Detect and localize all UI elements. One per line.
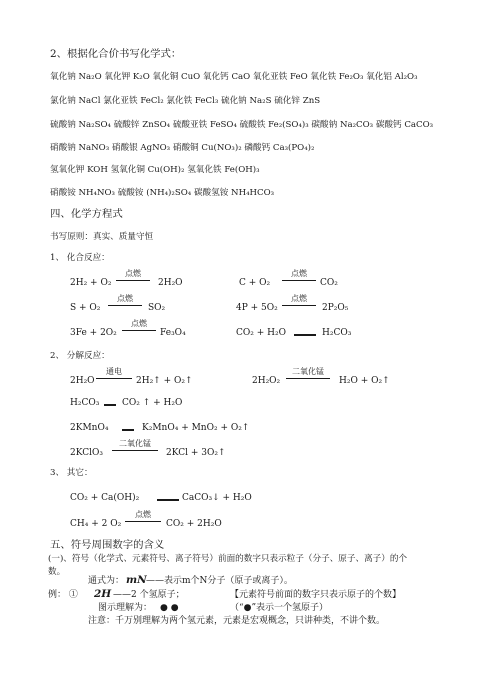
reaction-bar — [282, 305, 316, 306]
eq-co2-product: H₂CO₃ — [322, 328, 352, 338]
general-formula-label: 通式为： — [88, 576, 125, 586]
condition-arrow — [122, 320, 156, 336]
section-5-paragraph-end: 数。 — [48, 567, 66, 577]
eq-p-reactants: 4P + 5O₂ — [236, 303, 278, 313]
ammonium-line: 硝酸铵 NH₄NO₃ 硫酸铵 (NH₄)₂SO₄ 碳酸氢铵 NH₄HCO₃ — [50, 188, 275, 198]
condition-arrow — [108, 295, 142, 311]
section-2-title: 2、根据化合价书写化学式： — [50, 48, 182, 60]
general-formula: mN — [126, 574, 147, 586]
eq-h2co3-reactant: H₂CO₃ — [70, 398, 100, 408]
equals-bar — [122, 429, 134, 431]
condition-arrow — [96, 368, 132, 384]
eq-kclo3-reactant: 2KClO₃ — [70, 448, 103, 458]
condition-label: 点燃 — [135, 510, 151, 519]
condition-arrow — [112, 440, 158, 456]
combination-title: 1、 化合反应： — [50, 253, 110, 263]
condition-arrow — [116, 270, 150, 286]
eq-h2co3-products: CO₂ ↑ + H₂O — [122, 398, 183, 408]
eq-ch4-reactants: CH₄ + 2 O₂ — [70, 519, 122, 529]
condition-arrow — [282, 295, 316, 311]
reaction-bar — [96, 378, 132, 379]
diagram-label: 图示理解为： — [98, 603, 153, 613]
eq-caoh2-reactants: CO₂ + Ca(OH)₂ — [70, 493, 140, 503]
eq-kclo3-products: 2KCl + 3O₂↑ — [166, 448, 226, 458]
condition-label: 点燃 — [131, 319, 147, 328]
condition-label: 二氧化锰 — [292, 367, 324, 376]
eq-h2-product: 2H₂O — [158, 278, 183, 288]
equals-bar — [104, 404, 116, 406]
eq-h2o-reactants: 2H₂O — [70, 376, 95, 386]
example-label: 例： ① — [48, 590, 78, 600]
reaction-bar — [112, 450, 158, 451]
eq-ch4-products: CO₂ + 2H₂O — [166, 519, 222, 529]
writing-principle: 书写原则：真实、质量守恒 — [50, 232, 154, 242]
eq-h2o2-products: H₂O + O₂↑ — [339, 376, 390, 386]
equals-bar — [157, 499, 179, 501]
eq-h2-reactants: 2H₂ + O₂ — [70, 278, 112, 288]
general-formula-description: ——表示m个N分子（原子或离子）。 — [146, 576, 293, 586]
oxides-line: 氧化钠 Na₂O 氧化钾 K₂O 氧化铜 CuO 氧化钙 CaO 氧化亚铁 FeO 氧化铁 Fe₂O₃ 氧化铝 Al₂O₃ — [50, 72, 418, 82]
eq-h2o-products: 2H₂↑ + O₂↑ — [136, 376, 193, 386]
section-5-title: 五、符号周围数字的含义 — [50, 539, 165, 551]
equals-bar — [294, 334, 316, 336]
eq-co2-reactants: CO₂ + H₂O — [236, 328, 286, 338]
section-5-paragraph: (一)、符号（化学式、元素符号、离子符号）前面的数字只表示粒子（分子、原子、离子）的个 — [48, 554, 408, 564]
condition-label: 点燃 — [291, 269, 307, 278]
eq-fe-product: Fe₃O₄ — [160, 328, 186, 338]
eq-fe-reactants: 3Fe + 2O₂ — [70, 328, 117, 338]
example-note: 【元素符号前面的数字只表示原子的个数】 — [230, 590, 402, 600]
eq-s-product: SO₂ — [148, 303, 166, 313]
eq-c-reactants: C + O₂ — [239, 278, 271, 288]
condition-arrow — [286, 368, 330, 384]
sulfates-line: 硫酸钠 Na₂SO₄ 硫酸锌 ZnSO₄ 硫酸亚铁 FeSO₄ 硫酸铁 Fe₂(SO₄)₃ 碳酸钠 Na₂CO₃ 碳酸钙 CaCO₃ — [50, 120, 434, 130]
reaction-bar — [286, 378, 330, 379]
other-title: 3、 其它： — [50, 468, 93, 478]
eq-kmno4-products: K₂MnO₄ + MnO₂ + O₂↑ — [142, 423, 250, 433]
section-4-title: 四、化学方程式 — [50, 208, 123, 220]
condition-arrow — [125, 511, 161, 527]
example-formula: 2H — [94, 588, 112, 600]
decomposition-title: 2、 分解反应： — [50, 351, 110, 361]
hydroxides-line: 氢氧化钾 KOH 氢氧化铜 Cu(OH)₂ 氢氧化铁 Fe(OH)₃ — [50, 165, 260, 175]
reaction-bar — [122, 330, 156, 331]
condition-label: 通电 — [106, 367, 122, 376]
eq-kmno4-reactant: 2KMnO₄ — [70, 423, 109, 433]
reaction-bar — [282, 280, 316, 281]
caution-text: 注意：千万别理解为两个氢元素，元素是宏观概念，只讲种类，不讲个数。 — [88, 616, 386, 626]
condition-arrow — [282, 270, 316, 286]
diagram-note: （“●”表示一个氢原子） — [230, 603, 329, 613]
reaction-bar — [108, 305, 142, 306]
hydrogen-atom-icons: ● ● — [160, 603, 179, 613]
condition-label: 点燃 — [125, 269, 141, 278]
eq-h2o2-reactants: 2H₂O₂ — [252, 376, 281, 386]
condition-label: 点燃 — [291, 294, 307, 303]
chlorides-line: 氯化钠 NaCl 氯化亚铁 FeCl₂ 氯化铁 FeCl₃ 硫化钠 Na₂S 硫化锌 ZnS — [50, 96, 321, 106]
example-description: ——2 个氢原子； — [113, 590, 185, 600]
condition-label: 二氧化锰 — [119, 439, 151, 448]
reaction-bar — [116, 280, 150, 281]
reaction-bar — [125, 521, 161, 522]
nitrates-line: 硝酸钠 NaNO₃ 硝酸银 AgNO₃ 硝酸铜 Cu(NO₃)₂ 磷酸钙 Ca₃(PO₄)₂ — [50, 143, 315, 153]
eq-p-product: 2P₂O₅ — [322, 303, 349, 313]
eq-s-reactants: S + O₂ — [70, 303, 101, 313]
eq-c-product: CO₂ — [320, 278, 338, 288]
eq-caoh2-products: CaCO₃↓ + H₂O — [182, 493, 252, 503]
condition-label: 点燃 — [117, 294, 133, 303]
